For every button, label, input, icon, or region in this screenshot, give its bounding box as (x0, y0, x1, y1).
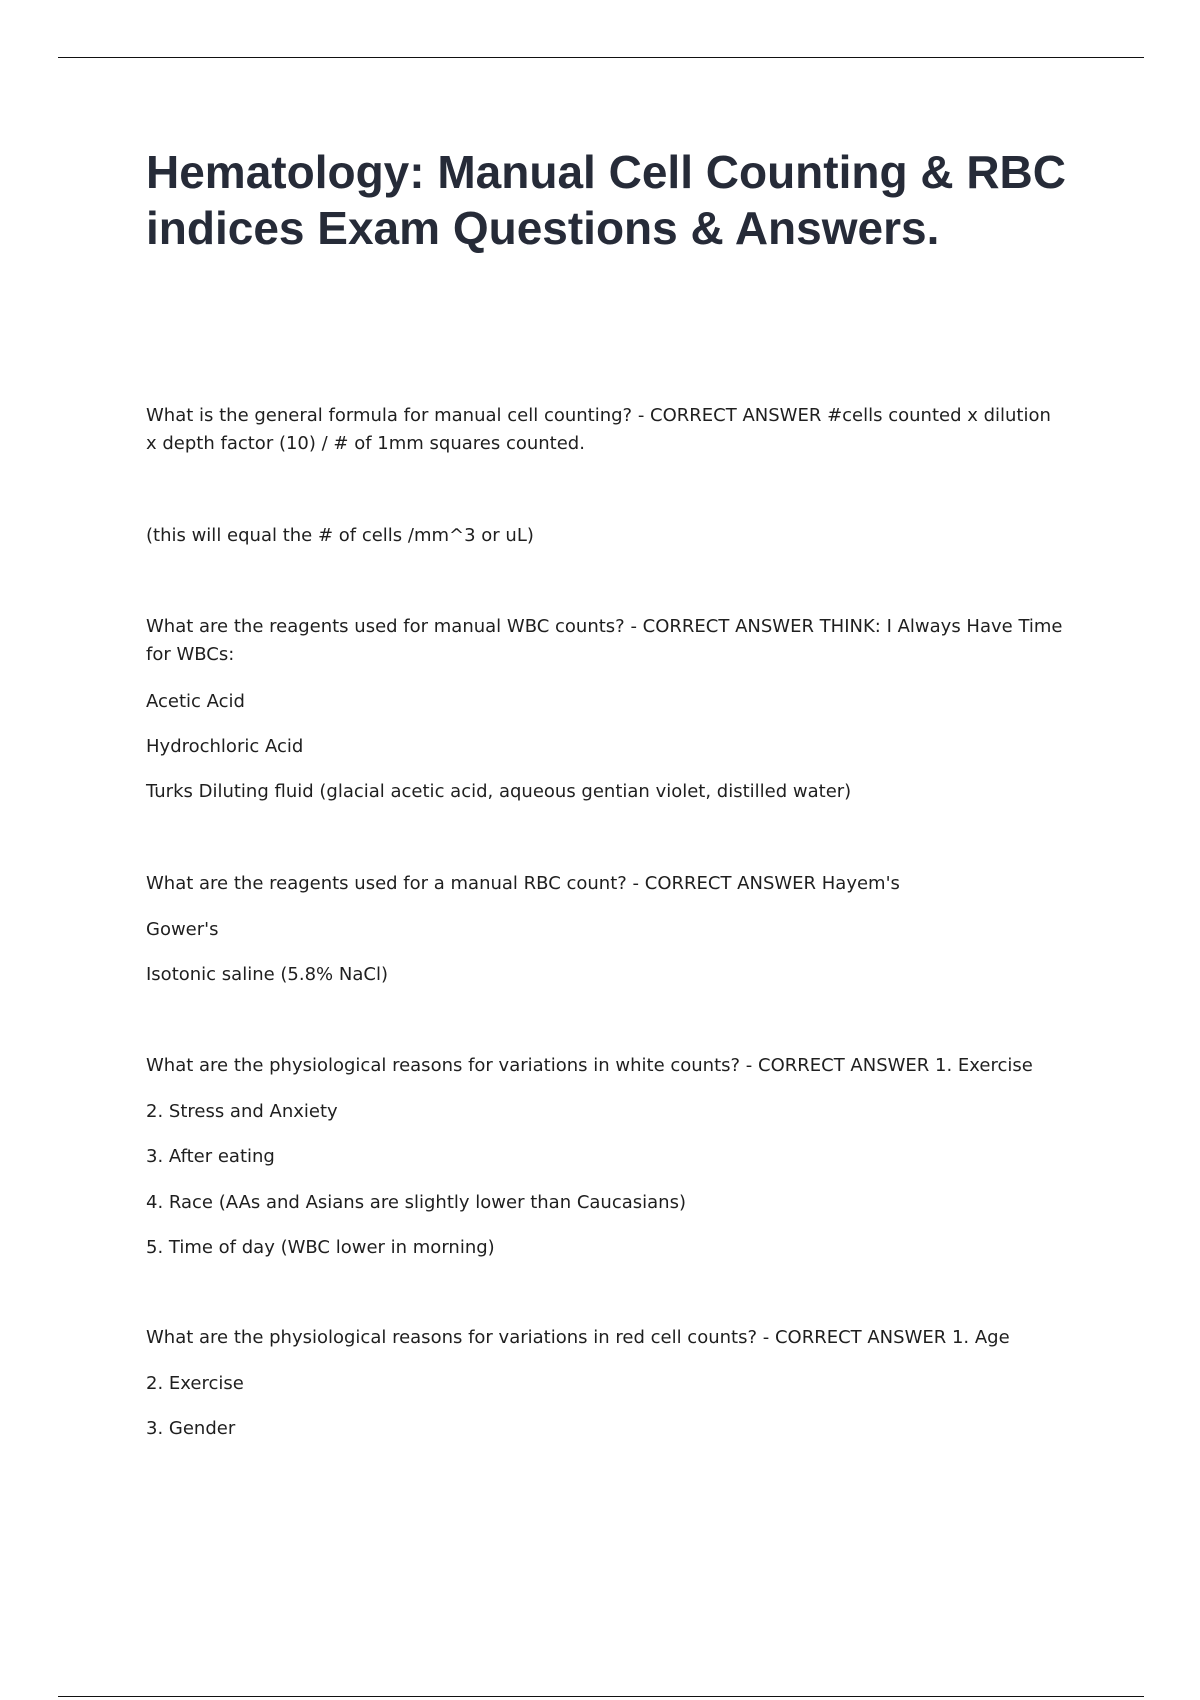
answer-line: Acetic Acid (146, 691, 245, 712)
question-2: What are the reagents used for manual WBC counts? - CORRECT ANSWER THINK: I Always Have Time for WBCs: (146, 616, 1063, 665)
answer-line: Turks Diluting fluid (glacial acetic acid, aqueous gentian violet, distilled water) (146, 781, 852, 802)
top-rule (58, 57, 1144, 58)
answer-line: Hydrochloric Acid (146, 736, 304, 757)
document-title: Hematology: Manual Cell Counting & RBC indices Exam Questions & Answers. (146, 146, 1066, 254)
answer-line: 3. Gender (146, 1418, 236, 1439)
answer-line: 2. Exercise (146, 1373, 244, 1394)
question-1-note: (this will equal the # of cells /mm^3 or uL) (146, 525, 534, 546)
answer-line: 2. Stress and Anxiety (146, 1101, 338, 1122)
answer-line: 4. Race (AAs and Asians are slightly lower than Caucasians) (146, 1192, 686, 1213)
question-3: What are the reagents used for a manual RBC count? - CORRECT ANSWER Hayem's (146, 873, 900, 894)
answer-line: 3. After eating (146, 1146, 275, 1167)
answer-line: Gower's (146, 919, 219, 940)
question-1: What is the general formula for manual cell counting? - CORRECT ANSWER #cells counted x dilution x depth factor (10) / # of 1mm squares counted. (146, 405, 1051, 454)
question-5: What are the physiological reasons for variations in red cell counts? - CORRECT ANSWER 1. Age (146, 1327, 1010, 1348)
bottom-rule (58, 1696, 1144, 1697)
answer-line: 5. Time of day (WBC lower in morning) (146, 1237, 495, 1258)
question-4: What are the physiological reasons for variations in white counts? - CORRECT ANSWER 1. Exercise (146, 1055, 1033, 1076)
answer-line: Isotonic saline (5.8% NaCl) (146, 964, 388, 985)
